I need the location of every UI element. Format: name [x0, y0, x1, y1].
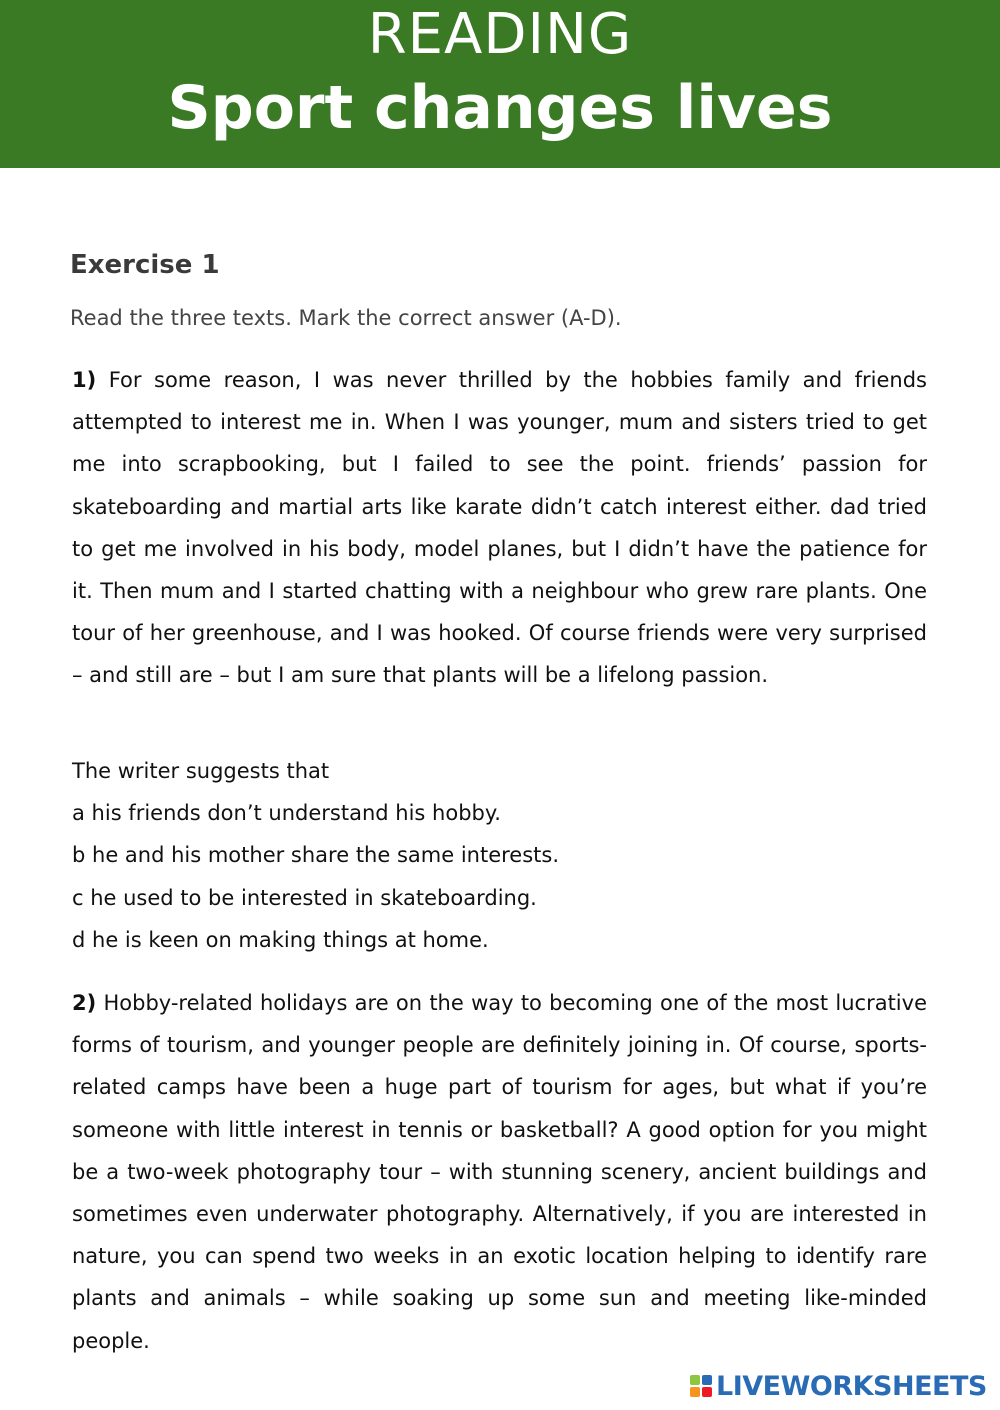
logo-square-green	[690, 1375, 700, 1385]
logo-square-blue	[702, 1375, 712, 1385]
logo-square-red	[702, 1387, 712, 1397]
page-header	[0, 0, 1000, 168]
page-title: Sport changes lives	[167, 73, 833, 143]
header-subtitle: READING	[367, 2, 633, 67]
question-1-option-a[interactable]: a his friends don’t understand his hobby.	[72, 801, 501, 826]
text-2-number: 2)	[72, 991, 97, 1015]
text-2	[72, 982, 927, 1362]
text-1-body: For some reason, I was never thrilled by the hobbies family and friends attempted to interest me in. When I was younger, mum and sisters tried to get me into scrapbooking, but I failed to see the point. friends’ passion for skateboarding and martial arts like karate didn’t catch interest either. dad tried to get me involved in his body, model planes, but I didn’t have the patience for it. Then mum and I started chatting with a neighbour who grew rare plants. One tour of her greenhouse, and I was hooked. Of course friends were very surprised – and still are – but I am sure that plants will be a lifelong passion.	[72, 368, 927, 688]
text-1-number: 1)	[72, 368, 97, 392]
text-1	[72, 359, 927, 697]
exercise-instruction: Read the three texts. Mark the correct answer (A-D).	[70, 306, 622, 330]
question-1-option-b[interactable]: b he and his mother share the same interests.	[72, 843, 559, 868]
question-1	[72, 750, 559, 961]
question-1-option-c[interactable]: c he used to be interested in skateboarding.	[72, 885, 537, 910]
liveworksheets-logo	[690, 1368, 987, 1404]
exercise-heading: Exercise 1	[70, 250, 220, 280]
liveworksheets-logo-icon	[690, 1375, 712, 1397]
text-2-body: Hobby-related holidays are on the way to becoming one of the most lucrative forms of tourism, and younger people are definitely joining in. Of course, sports-related camps have been a huge part of tourism for ages, but what if you’re someone with little interest in tennis or basketball? A good option for you might be a two-week photography tour – with stunning scenery, ancient buildings and sometimes even underwater photography. Alternatively, if you are interested in nature, you can spend two weeks in an exotic location helping to identify rare plants and animals – while soaking up some sun and meeting like-minded people.	[72, 991, 927, 1353]
logo-square-orange	[690, 1387, 700, 1397]
question-1-stem: The writer suggests that	[72, 759, 330, 783]
question-1-option-d[interactable]: d he is keen on making things at home.	[72, 927, 489, 952]
logo-text: LIVEWORKSHEETS	[716, 1370, 987, 1402]
